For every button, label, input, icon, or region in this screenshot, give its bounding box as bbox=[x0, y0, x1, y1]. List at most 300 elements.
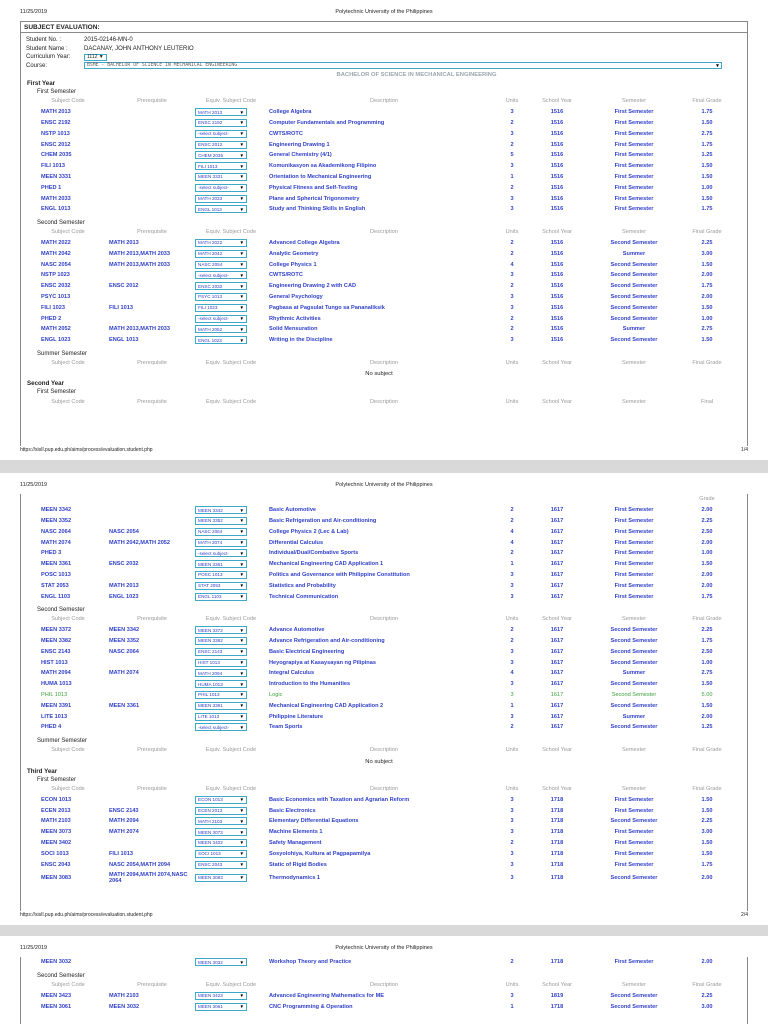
final-grade: 5.00 bbox=[701, 691, 713, 698]
chevron-down-icon: ▼ bbox=[239, 174, 244, 180]
equiv-subject-value: HUMA 1013 bbox=[198, 681, 223, 687]
final-grade: 1.50 bbox=[701, 561, 713, 568]
table-header-row bbox=[29, 745, 729, 756]
equiv-subject-value: -select subject- bbox=[198, 131, 229, 137]
school-year: 1617 bbox=[550, 507, 564, 514]
prerequisite bbox=[107, 570, 195, 581]
table-row bbox=[29, 805, 729, 816]
equiv-subject-select[interactable] bbox=[195, 549, 247, 557]
subject-description: CWTS/ROTC bbox=[269, 130, 303, 137]
table-row bbox=[29, 646, 729, 657]
equiv-subject-cell bbox=[195, 204, 267, 215]
equiv-subject-value: MATH 2013 bbox=[198, 109, 223, 115]
equiv-subject-cell bbox=[195, 794, 267, 805]
units: 2 bbox=[510, 326, 514, 333]
chevron-down-icon: ▼ bbox=[239, 649, 244, 655]
equiv-subject-cell bbox=[195, 668, 267, 679]
table-row bbox=[29, 827, 729, 838]
subject-code: SOCI 1013 bbox=[41, 850, 69, 857]
curriculum-label: Curriculum Year: bbox=[26, 54, 71, 60]
units: 2 bbox=[510, 507, 514, 514]
school-year: 1516 bbox=[550, 119, 564, 126]
prerequisite: ENSC 2012 bbox=[109, 283, 139, 290]
final-grade: 1.50 bbox=[701, 850, 713, 857]
chevron-down-icon: ▼ bbox=[239, 120, 244, 126]
equiv-subject-cell bbox=[195, 526, 267, 537]
equiv-subject-select[interactable] bbox=[195, 807, 247, 815]
chevron-down-icon: ▼ bbox=[239, 109, 244, 115]
units: 3 bbox=[510, 796, 514, 803]
subject-description: College Physics 1 bbox=[269, 261, 317, 268]
units: 2 bbox=[510, 637, 514, 644]
prerequisite: ENGL 1013 bbox=[109, 337, 139, 344]
prerequisite: MATH 2094 bbox=[109, 818, 139, 825]
equiv-subject-cell bbox=[195, 816, 267, 827]
equiv-subject-select[interactable] bbox=[195, 184, 247, 192]
subject-code: HIST 1013 bbox=[41, 659, 68, 666]
school-year: 1617 bbox=[550, 659, 564, 666]
final-grade: 1.00 bbox=[701, 550, 713, 557]
equiv-subject-select[interactable] bbox=[195, 593, 247, 601]
units: 2 bbox=[510, 119, 514, 126]
print-footer bbox=[20, 912, 748, 920]
equiv-subject-select[interactable] bbox=[195, 817, 247, 825]
subject-code: FILI 1013 bbox=[41, 163, 65, 170]
evaluation-panel bbox=[20, 21, 748, 446]
description-header: Description bbox=[370, 616, 398, 623]
subject-code: PHED 1 bbox=[41, 184, 62, 191]
equiv-subject-cell bbox=[195, 957, 267, 968]
equiv-subject-select[interactable] bbox=[195, 828, 247, 836]
final-grade: 2.00 bbox=[701, 539, 713, 546]
equiv-subject-select[interactable] bbox=[195, 637, 247, 645]
semester-taken: First Semester bbox=[614, 582, 654, 589]
semester-heading: Second Semester bbox=[37, 219, 85, 226]
subject-code-header: Subject Code bbox=[51, 747, 85, 754]
table-header-row bbox=[29, 396, 729, 407]
table-row bbox=[29, 859, 729, 870]
equiv-subject-select[interactable] bbox=[195, 119, 247, 127]
equiv-code-header: Equiv. Subject Code bbox=[205, 616, 257, 623]
equiv-subject-select[interactable] bbox=[195, 261, 247, 269]
year-heading: First Year bbox=[27, 80, 56, 87]
units: 5 bbox=[510, 152, 514, 159]
units: 3 bbox=[510, 850, 514, 857]
subject-code: POSC 1013 bbox=[41, 571, 71, 578]
table-row bbox=[29, 679, 729, 690]
subject-description: Differential Calculus bbox=[269, 539, 324, 546]
equiv-subject-cell bbox=[195, 150, 267, 161]
units: 3 bbox=[510, 861, 514, 868]
school-year: 1617 bbox=[550, 561, 564, 568]
semester-taken: First Semester bbox=[614, 796, 654, 803]
curriculum-select[interactable] bbox=[84, 54, 107, 61]
school-year: 1718 bbox=[550, 1003, 564, 1010]
final-grade: 2.00 bbox=[701, 272, 713, 279]
equiv-subject-select[interactable] bbox=[195, 528, 247, 536]
course-name: BACHELOR OF SCIENCE IN MECHANICAL ENGINEERING bbox=[336, 72, 497, 78]
equiv-subject-select[interactable] bbox=[195, 702, 247, 710]
semester-taken: First Semester bbox=[614, 528, 654, 535]
blank-header bbox=[525, 494, 589, 505]
blank-header bbox=[29, 494, 107, 505]
equiv-subject-value: PHIL 1013 bbox=[198, 692, 220, 698]
equiv-subject-value: POSC 1013 bbox=[198, 572, 223, 578]
equiv-subject-cell bbox=[195, 570, 267, 581]
school-year: 1819 bbox=[550, 992, 564, 999]
subject-code-header: Subject Code bbox=[51, 229, 85, 236]
prerequisite: MATH 2013 bbox=[109, 239, 139, 246]
equiv-subject-select[interactable] bbox=[195, 582, 247, 590]
final-grade: 1.50 bbox=[701, 839, 713, 846]
subject-description: Workshop Theory and Practice bbox=[269, 959, 352, 966]
equiv-subject-value: MATH 2094 bbox=[198, 670, 223, 676]
equiv-subject-cell bbox=[195, 324, 267, 335]
equiv-subject-select[interactable] bbox=[195, 315, 247, 323]
equiv-subject-select[interactable] bbox=[195, 293, 247, 301]
equiv-subject-select[interactable] bbox=[195, 506, 247, 514]
semester-taken: Summer bbox=[622, 713, 646, 720]
equiv-subject-select[interactable] bbox=[195, 141, 247, 149]
subject-code-header: Subject Code bbox=[51, 785, 85, 792]
equiv-subject-select[interactable] bbox=[195, 839, 247, 847]
equiv-subject-select[interactable] bbox=[195, 108, 247, 116]
semester-taken: Second Semester bbox=[610, 637, 658, 644]
equiv-subject-select[interactable] bbox=[195, 560, 247, 568]
equiv-subject-value: MEEN 3331 bbox=[198, 174, 223, 180]
subject-description: Statistics and Probability bbox=[269, 582, 336, 589]
equiv-subject-select[interactable] bbox=[195, 992, 247, 1000]
table-row bbox=[29, 128, 729, 139]
school-year: 1617 bbox=[550, 724, 564, 731]
table-row bbox=[29, 991, 729, 1002]
school-year: 1516 bbox=[550, 239, 564, 246]
final-grade: 2.00 bbox=[701, 713, 713, 720]
chevron-down-icon: ▼ bbox=[239, 316, 244, 322]
equiv-subject-value: FILI 1023 bbox=[198, 305, 218, 311]
final-grade-header: Final Grade bbox=[692, 229, 722, 236]
equiv-subject-select[interactable] bbox=[195, 304, 247, 312]
chevron-down-icon: ▼ bbox=[239, 529, 244, 535]
chevron-down-icon: ▼ bbox=[239, 818, 244, 824]
equiv-subject-value: MEEN 3342 bbox=[198, 507, 223, 513]
school-year: 1516 bbox=[550, 326, 564, 333]
equiv-subject-select[interactable] bbox=[195, 195, 247, 203]
table-row bbox=[29, 182, 729, 193]
final-grade: 2.75 bbox=[701, 326, 713, 333]
equiv-subject-select[interactable] bbox=[195, 648, 247, 656]
subject-description: Politics and Governance with Philippine Constitution bbox=[269, 571, 410, 578]
units: 3 bbox=[510, 582, 514, 589]
subject-description: CWTS/ROTC bbox=[269, 272, 303, 279]
subject-code: MATH 2013 bbox=[41, 109, 71, 116]
school-year-header: School Year bbox=[542, 98, 572, 105]
prerequisite-header: Prerequisite bbox=[137, 616, 167, 623]
final-grade-header: Final bbox=[700, 398, 714, 405]
units: 1 bbox=[510, 173, 514, 180]
final-grade: 2.50 bbox=[701, 528, 713, 535]
equiv-subject-value: ENGL 1103 bbox=[198, 594, 222, 600]
equiv-subject-select[interactable] bbox=[195, 861, 247, 869]
equiv-subject-cell bbox=[195, 991, 267, 1002]
equiv-subject-select[interactable] bbox=[195, 659, 247, 667]
school-year: 1617 bbox=[550, 517, 564, 524]
subject-table bbox=[29, 745, 729, 756]
equiv-subject-select[interactable] bbox=[195, 796, 247, 804]
course-select[interactable] bbox=[84, 62, 722, 69]
table-header-row bbox=[29, 980, 729, 991]
school-year: 1718 bbox=[550, 959, 564, 966]
units-header: Units bbox=[505, 982, 519, 989]
semester-header: Semester bbox=[622, 785, 646, 792]
equiv-subject-cell bbox=[195, 313, 267, 324]
semester-taken: First Semester bbox=[614, 195, 654, 202]
equiv-subject-select[interactable] bbox=[195, 680, 247, 688]
table-row bbox=[29, 118, 729, 129]
school-year: 1516 bbox=[550, 130, 564, 137]
chevron-down-icon: ▼ bbox=[239, 714, 244, 720]
equiv-subject-cell bbox=[195, 259, 267, 270]
equiv-subject-cell bbox=[195, 722, 267, 733]
evaluation-panel bbox=[20, 957, 748, 1024]
units: 2 bbox=[510, 627, 514, 634]
subject-code: MEEN 3083 bbox=[41, 874, 72, 881]
equiv-subject-select[interactable] bbox=[195, 205, 247, 213]
equiv-subject-select[interactable] bbox=[195, 713, 247, 721]
semester-taken: Second Semester bbox=[610, 293, 658, 300]
subject-table bbox=[29, 227, 729, 346]
table-row bbox=[29, 526, 729, 537]
subject-code: ENSC 2043 bbox=[41, 861, 71, 868]
units-header: Units bbox=[505, 616, 519, 623]
equiv-subject-value: STAT 2053 bbox=[198, 583, 221, 589]
final-grade: 1.25 bbox=[701, 724, 713, 731]
subject-code: MEEN 3061 bbox=[41, 1003, 72, 1010]
subject-description: Introduction to the Humanities bbox=[269, 681, 351, 688]
table-header-row bbox=[29, 358, 729, 369]
final-grade: 2.75 bbox=[701, 670, 713, 677]
subject-description: General Chemistry (4/1) bbox=[269, 152, 332, 159]
subject-description: Pagbasa at Pagsulat Tungo sa Pananaliksik bbox=[269, 304, 385, 311]
chevron-down-icon: ▼ bbox=[239, 561, 244, 567]
subject-code: NASC 2054 bbox=[41, 261, 71, 268]
units: 2 bbox=[510, 283, 514, 290]
equiv-subject-value: MEEN 3423 bbox=[198, 993, 223, 999]
print-url: https://sisIl.pup.edu.ph/aims/process/evaluation.student.php bbox=[20, 912, 153, 918]
chevron-down-icon: ▼ bbox=[239, 959, 244, 965]
chevron-down-icon: ▼ bbox=[239, 993, 244, 999]
table-row bbox=[29, 172, 729, 183]
subject-description: Plane and Spherical Trigonometry bbox=[269, 195, 360, 202]
units: 2 bbox=[510, 517, 514, 524]
equiv-subject-select[interactable] bbox=[195, 723, 247, 731]
school-year: 1516 bbox=[550, 337, 564, 344]
school-year: 1516 bbox=[550, 152, 564, 159]
table-row bbox=[29, 238, 729, 249]
equiv-subject-select[interactable] bbox=[195, 669, 247, 677]
chevron-down-icon: ▼ bbox=[239, 660, 244, 666]
equiv-code-header: Equiv. Subject Code bbox=[205, 747, 257, 754]
final-grade: 1.50 bbox=[701, 337, 713, 344]
equiv-subject-cell bbox=[195, 859, 267, 870]
prerequisite: MEEN 3352 bbox=[109, 637, 140, 644]
semester-header: Semester bbox=[622, 747, 646, 754]
chevron-down-icon: ▼ bbox=[239, 294, 244, 300]
page-number: 2/4 bbox=[741, 912, 748, 918]
semester-taken: First Semester bbox=[614, 959, 654, 966]
equiv-subject-select[interactable] bbox=[195, 691, 247, 699]
subject-code: ENSC 2032 bbox=[41, 283, 71, 290]
equiv-subject-select[interactable] bbox=[195, 173, 247, 181]
units: 2 bbox=[510, 239, 514, 246]
table-row bbox=[29, 259, 729, 270]
units: 2 bbox=[510, 550, 514, 557]
semester-heading: Summer Semester bbox=[37, 350, 88, 357]
equiv-subject-value: MATH 2052 bbox=[198, 326, 223, 332]
table-header-row bbox=[29, 614, 729, 625]
subject-code: HUMA 1013 bbox=[41, 681, 72, 688]
print-page-1 bbox=[0, 0, 768, 460]
subject-description: Solid Mensuration bbox=[269, 326, 318, 333]
subject-code-header: Subject Code bbox=[51, 616, 85, 623]
final-grade: 2.25 bbox=[701, 517, 713, 524]
table-row bbox=[29, 700, 729, 711]
subject-description: Mechanical Engineering CAD Application 2 bbox=[269, 702, 384, 709]
equiv-subject-cell bbox=[195, 161, 267, 172]
subject-table bbox=[29, 396, 729, 407]
equiv-subject-select[interactable] bbox=[195, 151, 247, 159]
equiv-subject-value: CHEM 2035 bbox=[198, 152, 224, 158]
equiv-subject-select[interactable] bbox=[195, 626, 247, 634]
units: 3 bbox=[510, 874, 514, 881]
equiv-subject-value: ENSC 2043 bbox=[198, 862, 223, 867]
equiv-subject-select[interactable] bbox=[195, 250, 247, 258]
prerequisite bbox=[107, 270, 195, 281]
subject-description: College Physics 2 (Lec & Lab) bbox=[269, 528, 349, 535]
school-year: 1516 bbox=[550, 141, 564, 148]
subject-description: Writing in the Discipline bbox=[269, 337, 333, 344]
equiv-subject-select[interactable] bbox=[195, 958, 247, 966]
table-row bbox=[29, 537, 729, 548]
semester-taken: Second Semester bbox=[610, 659, 658, 666]
equiv-subject-cell bbox=[195, 870, 267, 886]
equiv-subject-select[interactable] bbox=[195, 1003, 247, 1011]
equiv-subject-value: -select subject- bbox=[198, 185, 229, 191]
units: 3 bbox=[510, 818, 514, 825]
subject-description: Mechanical Engineering CAD Application 1 bbox=[269, 561, 384, 568]
equiv-subject-cell bbox=[195, 1001, 267, 1012]
table-row bbox=[29, 690, 729, 701]
equiv-subject-select[interactable] bbox=[195, 282, 247, 290]
description-header: Description bbox=[370, 398, 398, 405]
subject-code: MEEN 3331 bbox=[41, 173, 72, 180]
equiv-subject-cell bbox=[195, 182, 267, 193]
table-row bbox=[29, 722, 729, 733]
equiv-code-header: Equiv. Subject Code bbox=[205, 98, 257, 105]
chevron-down-icon: ▼ bbox=[239, 703, 244, 709]
subject-description: College Algebra bbox=[269, 109, 312, 116]
school-year: 1617 bbox=[550, 627, 564, 634]
equiv-subject-select[interactable] bbox=[195, 571, 247, 579]
subject-description: Advanced Engineering Mathematics for ME bbox=[269, 992, 385, 999]
semester-taken: First Semester bbox=[614, 507, 654, 514]
subject-code: FILI 1023 bbox=[41, 304, 65, 311]
school-year-header: School Year bbox=[542, 229, 572, 236]
equiv-subject-select[interactable] bbox=[195, 239, 247, 247]
semester-taken: First Semester bbox=[614, 539, 654, 546]
final-grade: 1.75 bbox=[701, 141, 713, 148]
school-year: 1617 bbox=[550, 593, 564, 600]
chevron-down-icon: ▼ bbox=[239, 840, 244, 846]
semester-taken: Second Semester bbox=[610, 261, 658, 268]
subject-code: ENGL 1023 bbox=[41, 337, 71, 344]
prerequisite-header: Prerequisite bbox=[137, 398, 167, 405]
equiv-subject-cell bbox=[195, 292, 267, 303]
subject-code-header: Subject Code bbox=[51, 398, 85, 405]
equiv-subject-select[interactable] bbox=[195, 325, 247, 333]
prerequisite-header: Prerequisite bbox=[137, 229, 167, 236]
equiv-subject-select[interactable] bbox=[195, 162, 247, 170]
chevron-down-icon: ▼ bbox=[239, 627, 244, 633]
chevron-down-icon: ▼ bbox=[98, 54, 104, 60]
equiv-code-header: Equiv. Subject Code bbox=[205, 982, 257, 989]
student-no: 2015-02146-MN-0 bbox=[84, 37, 133, 43]
units: 2 bbox=[510, 184, 514, 191]
description-header: Description bbox=[370, 98, 398, 105]
equiv-subject-select[interactable] bbox=[195, 130, 247, 138]
table-row bbox=[29, 335, 729, 346]
equiv-subject-select[interactable] bbox=[195, 517, 247, 525]
units: 2 bbox=[510, 959, 514, 966]
school-year: 1516 bbox=[550, 283, 564, 290]
final-grade: 2.00 bbox=[701, 874, 713, 881]
chevron-down-icon: ▼ bbox=[239, 518, 244, 524]
equiv-code-header: Equiv. Subject Code bbox=[205, 359, 257, 366]
prerequisite: MEEN 3361 bbox=[109, 702, 140, 709]
table-row bbox=[29, 548, 729, 559]
equiv-subject-cell bbox=[195, 657, 267, 668]
print-date: 11/25/2019 bbox=[20, 482, 48, 488]
subject-code: MEEN 3402 bbox=[41, 839, 72, 846]
equiv-subject-value: MEEN 3061 bbox=[198, 1004, 223, 1010]
no-subject-text: No subject bbox=[365, 371, 393, 378]
prerequisite bbox=[107, 722, 195, 733]
equiv-subject-cell bbox=[195, 646, 267, 657]
print-url: https://sisIl.pup.edu.ph/aims/process/evaluation.student.php bbox=[20, 447, 153, 453]
final-grade: 1.50 bbox=[701, 195, 713, 202]
school-year: 1516 bbox=[550, 261, 564, 268]
table-row bbox=[29, 248, 729, 259]
equiv-subject-select[interactable] bbox=[195, 336, 247, 344]
subject-code: NSTP 1013 bbox=[41, 130, 70, 137]
semester-taken: Second Semester bbox=[610, 627, 658, 634]
semester-taken: Summer bbox=[622, 250, 646, 257]
equiv-subject-select[interactable] bbox=[195, 271, 247, 279]
units-header: Units bbox=[505, 359, 519, 366]
equiv-subject-value: MATH 2103 bbox=[198, 818, 223, 824]
equiv-subject-select[interactable] bbox=[195, 850, 247, 858]
chevron-down-icon: ▼ bbox=[239, 829, 244, 835]
equiv-subject-select[interactable] bbox=[195, 539, 247, 547]
semester-taken: First Semester bbox=[614, 839, 654, 846]
description-header: Description bbox=[370, 229, 398, 236]
print-page-3 bbox=[0, 936, 768, 1024]
equiv-subject-select[interactable] bbox=[195, 874, 247, 882]
school-year: 1516 bbox=[550, 304, 564, 311]
final-grade: 1.50 bbox=[701, 163, 713, 170]
semester-taken: First Semester bbox=[614, 850, 654, 857]
table-row bbox=[29, 848, 729, 859]
